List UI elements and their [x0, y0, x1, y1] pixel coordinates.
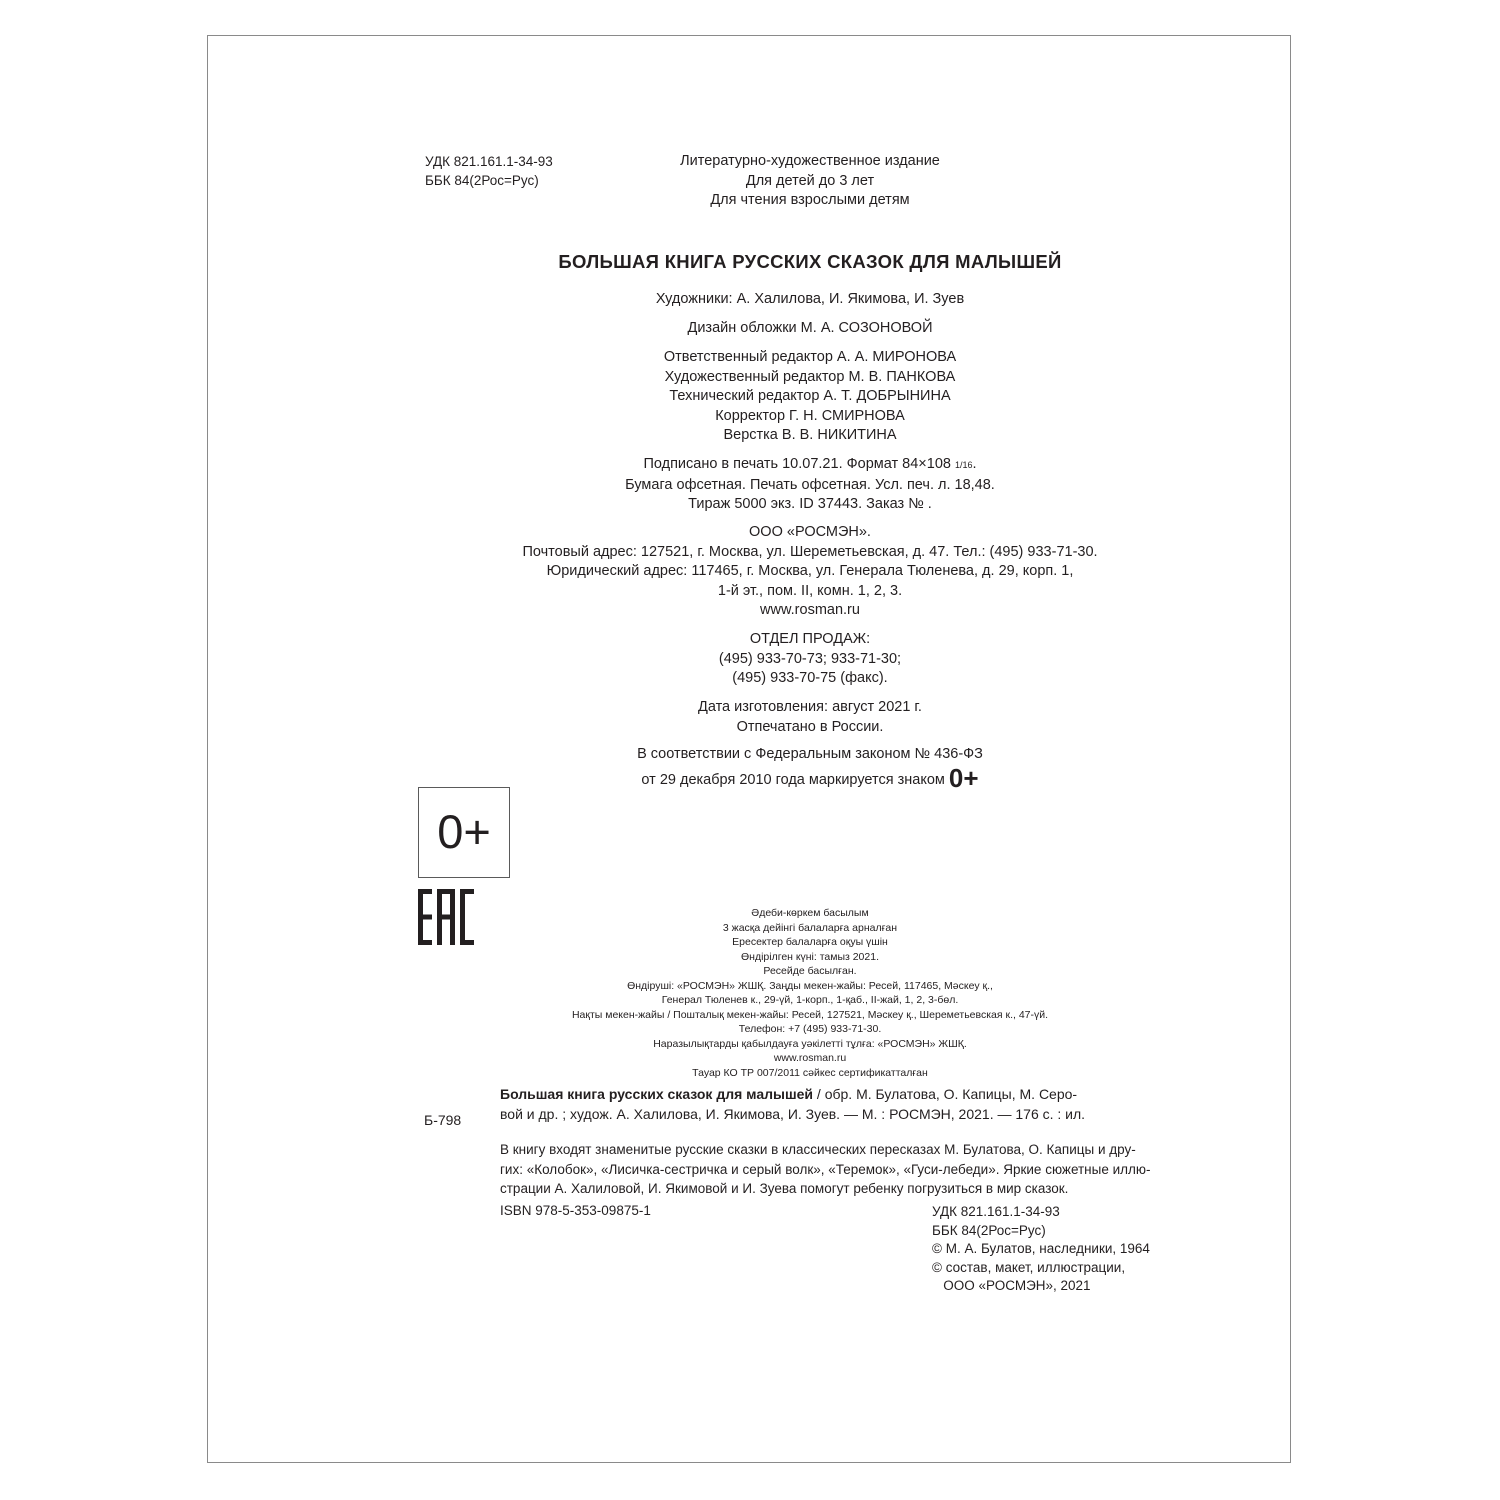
- law-line: В соответствии с Федеральным законом № 436-ФЗ: [637, 746, 983, 762]
- format-fraction: 1/16: [954, 460, 973, 470]
- editor-line: Корректор Г. Н. СМИРНОВА: [715, 407, 905, 424]
- kazakh-imprint: [410, 906, 1210, 1080]
- classification-top: [425, 152, 553, 190]
- copyright-block: [932, 1203, 1150, 1296]
- kazakh-line: Ресейде басылған.: [763, 965, 857, 977]
- isbn: ISBN 978-5-353-09875-1: [500, 1203, 651, 1218]
- udk-bottom: УДК 821.161.1-34-93: [932, 1204, 1060, 1219]
- editor-line: Верстка В. В. НИКИТИНА: [723, 427, 897, 443]
- age-category: Для детей до 3 лет: [745, 172, 875, 189]
- copyright-line: ООО «РОСМЭН», 2021: [932, 1278, 1091, 1293]
- udk-code: УДК 821.161.1-34-93: [425, 154, 553, 169]
- artists-line: [410, 290, 1210, 310]
- kazakh-line: 3 жасқа дейінгі балаларға арналған: [722, 921, 898, 934]
- age-rating-sign: 0+: [948, 762, 979, 793]
- law-notice: [410, 745, 1210, 793]
- cover-design: Дизайн обложки М. А. СОЗОНОВОЙ: [687, 320, 933, 336]
- sales-info: [410, 630, 1210, 689]
- edition-type: Литературно-художественное издание: [680, 153, 940, 169]
- kazakh-line: Өндірілген күні: тамыз 2021.: [741, 950, 879, 963]
- annotation: [500, 1140, 1162, 1199]
- artists: Художники: А. Халилова, И. Якимова, И. Зуев: [655, 291, 965, 307]
- reading-note: Для чтения взрослыми детям: [710, 192, 910, 208]
- annotation-line: страции А. Халиловой, И. Якимовой и И. Зуева помогут ребенку погрузиться в мир сказок.: [500, 1181, 1069, 1196]
- bbk-code: ББК 84(2Рос=Рус): [425, 173, 539, 188]
- kazakh-line: Нақты мекен-жайы / Пошталық мекен-жайы: Ресей, 127521, Мәскеу қ., Шереметьевская к., 47-үй.: [571, 1008, 1049, 1021]
- legal-address: Юридический адрес: 117465, г. Москва, ул. Генерала Тюленева, д. 29, корп. 1,: [546, 563, 1074, 579]
- cover-design-line: [410, 319, 1210, 339]
- catalog-code: Б-798: [424, 1112, 462, 1128]
- editor-line: Технический редактор А. Т. ДОБРЫНИНА: [669, 388, 951, 404]
- website: www.rosman.ru: [760, 602, 860, 618]
- printed-in: Отпечатано в России.: [736, 718, 884, 735]
- kazakh-line: Өндіруші: «РОСМЭН» ЖШҚ. Заңды мекен-жайы: Ресей, 117465, Мәскеу қ.,: [627, 979, 993, 992]
- catalog-entry: [500, 1085, 1162, 1124]
- publisher-info: [410, 523, 1210, 621]
- manufacture-info: [410, 698, 1210, 737]
- sales-phones: (495) 933-70-73; 933-71-30;: [718, 650, 902, 667]
- editors-block: [410, 348, 1210, 446]
- catalog-title: Большая книга русских сказок для малышей: [500, 1086, 814, 1102]
- law-line-2: [410, 762, 1210, 793]
- run-line: Тираж 5000 экз. ID 37443. Заказ № .: [688, 496, 932, 512]
- editor-line: Ответственный редактор А. А. МИРОНОВА: [663, 349, 957, 365]
- manufacture-date: Дата изготовления: август 2021 г.: [698, 699, 922, 715]
- annotation-line: В книгу входят знаменитые русские сказки в классических пересказах М. Булатова, О. Капицы и дру-: [500, 1142, 1136, 1157]
- paper-line: Бумага офсетная. Печать офсетная. Усл. печ. л. 18,48.: [625, 476, 995, 493]
- editor-line: Художественный редактор М. В. ПАНКОВА: [664, 368, 956, 385]
- kazakh-line: Әдеби-көркем басылым: [751, 907, 869, 919]
- law-text: от 29 декабря 2010 года маркируется знаком: [641, 771, 945, 788]
- kazakh-line: www.rosman.ru: [773, 1052, 847, 1064]
- copyright-line: © состав, макет, иллюстрации,: [932, 1259, 1126, 1275]
- legal-address-cont: 1-й эт., пом. II, комн. 1, 2, 3.: [717, 582, 903, 599]
- signed-suffix: .: [972, 456, 977, 472]
- kazakh-line: Генерал Тюленев к., 29-үй, 1-корп., 1-қаб., II-жай, 1, 2, 3-бөл.: [661, 994, 959, 1006]
- kazakh-line: Ересектер балаларға оқуы үшін: [732, 936, 888, 948]
- catalog-line-2: вой и др. ; худож. А. Халилова, И. Якимова, И. Зуев. — М. : РОСМЭН, 2021. — 176 с. : ил.: [500, 1105, 1086, 1122]
- edition-info: [610, 152, 1010, 211]
- sales-heading: ОТДЕЛ ПРОДАЖ:: [749, 631, 871, 647]
- kazakh-line: Тауар КО ТР 007/2011 сәйкес сертификатталған: [692, 1066, 928, 1079]
- bbk-bottom: ББК 84(2Рос=Рус): [932, 1222, 1046, 1238]
- kazakh-line: Телефон: +7 (495) 933-71-30.: [738, 1023, 882, 1035]
- catalog-line-1: [500, 1085, 1162, 1105]
- annotation-line: гих: «Колобок», «Лисичка-сестричка и серый волк», «Теремок», «Гуси-лебеди». Яркие сюжетные иллю-: [500, 1161, 1151, 1177]
- publisher-name: ООО «РОСМЭН».: [749, 524, 871, 540]
- sales-fax: (495) 933-70-75 (факс).: [732, 670, 888, 686]
- signed-text: Подписано в печать 10.07.21. Формат 84×108: [643, 456, 955, 472]
- kazakh-line: Наразылықтарды қабылдауға уәкілетті тұлға: «РОСМЭН» ЖШҚ.: [653, 1037, 967, 1050]
- book-title: БОЛЬШАЯ КНИГА РУССКИХ СКАЗОК ДЛЯ МАЛЫШЕЙ: [558, 251, 1062, 272]
- copyright-line: © М. А. Булатов, наследники, 1964: [932, 1241, 1150, 1256]
- postal-address: Почтовый адрес: 127521, г. Москва, ул. Шереметьевская, д. 47. Тел.: (495) 933-71-30.: [522, 543, 1098, 560]
- print-info: [410, 455, 1210, 515]
- signed-line: [410, 455, 1210, 476]
- catalog-authors: / обр. М. Булатова, О. Капицы, М. Серо-: [813, 1086, 1078, 1102]
- age-rating-box: 0+: [418, 787, 510, 878]
